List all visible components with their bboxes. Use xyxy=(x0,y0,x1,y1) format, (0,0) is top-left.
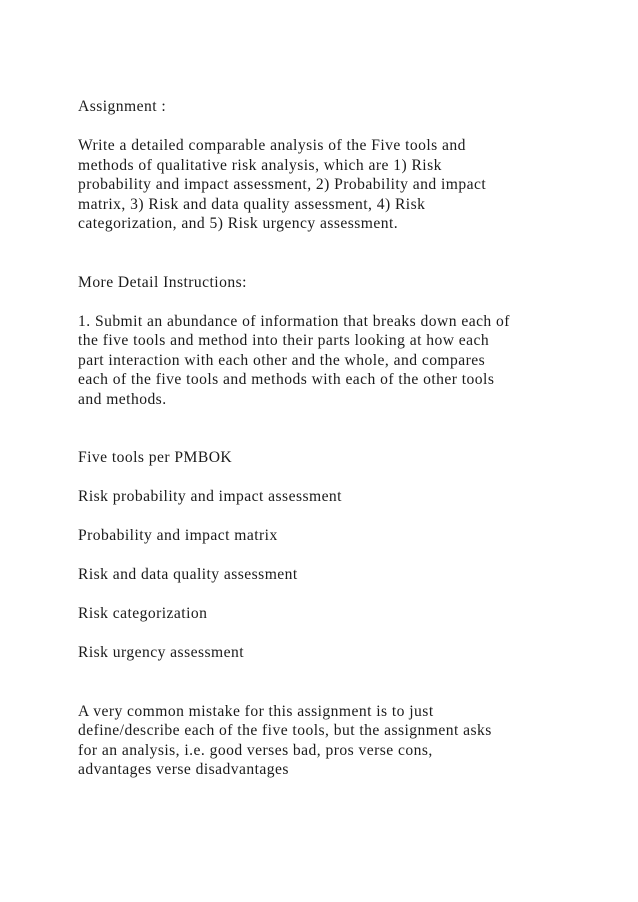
note-paragraph xyxy=(78,702,598,780)
intro-paragraph xyxy=(78,136,598,234)
tools-heading-text: Five tools per PMBOK xyxy=(78,449,233,466)
tool-item-text: Risk and data quality assessment xyxy=(78,566,298,583)
spacer xyxy=(78,468,598,488)
document-page xyxy=(78,97,598,780)
tool-item-text: Risk urgency assessment xyxy=(78,644,244,661)
instructions-paragraph xyxy=(78,312,598,410)
spacer xyxy=(78,234,598,273)
note-line: for an analysis, i.e. good verses bad, pros verse cons, xyxy=(78,741,433,759)
instruction-line: and methods. xyxy=(78,390,167,408)
assignment-heading-text: Assignment : xyxy=(78,98,167,115)
spacer xyxy=(78,624,598,644)
note-line: advantages verse disadvantages xyxy=(78,761,289,778)
spacer xyxy=(78,585,598,605)
instructions-heading-text: More Detail Instructions: xyxy=(78,273,247,291)
tool-item xyxy=(78,565,598,585)
spacer xyxy=(78,546,598,566)
spacer xyxy=(78,292,598,312)
tool-item-text: Probability and impact matrix xyxy=(78,527,278,544)
assignment-heading xyxy=(78,97,598,117)
note-line: define/describe each of the five tools, but the assignment asks xyxy=(78,722,492,739)
intro-line: Write a detailed comparable analysis of the Five tools and xyxy=(78,137,466,154)
spacer xyxy=(78,409,598,448)
instruction-line: part interaction with each other and the whole, and compares xyxy=(78,351,486,369)
spacer xyxy=(78,117,598,137)
tool-item xyxy=(78,487,598,507)
intro-line: methods of qualitative risk analysis, which are 1) Risk xyxy=(78,156,442,174)
instruction-line: 1. Submit an abundance of information that breaks down each of xyxy=(78,312,510,330)
spacer xyxy=(78,507,598,527)
tool-item-text: Risk probability and impact assessment xyxy=(78,488,342,505)
intro-line: categorization, and 5) Risk urgency assessment. xyxy=(78,215,399,232)
instruction-line: the five tools and method into their parts looking at how each xyxy=(78,332,490,349)
intro-line: matrix, 3) Risk and data quality assessment, 4) Risk xyxy=(78,195,426,213)
note-line: A very common mistake for this assignment is to just xyxy=(78,702,434,720)
tool-item-text: Risk categorization xyxy=(78,605,208,622)
tool-item xyxy=(78,526,598,546)
instructions-heading xyxy=(78,273,598,293)
tool-item xyxy=(78,604,598,624)
tool-item xyxy=(78,643,598,663)
instruction-line: each of the five tools and methods with each of the other tools xyxy=(78,371,495,388)
spacer xyxy=(78,663,598,702)
tools-heading xyxy=(78,448,598,468)
intro-line: probability and impact assessment, 2) Probability and impact xyxy=(78,176,487,193)
